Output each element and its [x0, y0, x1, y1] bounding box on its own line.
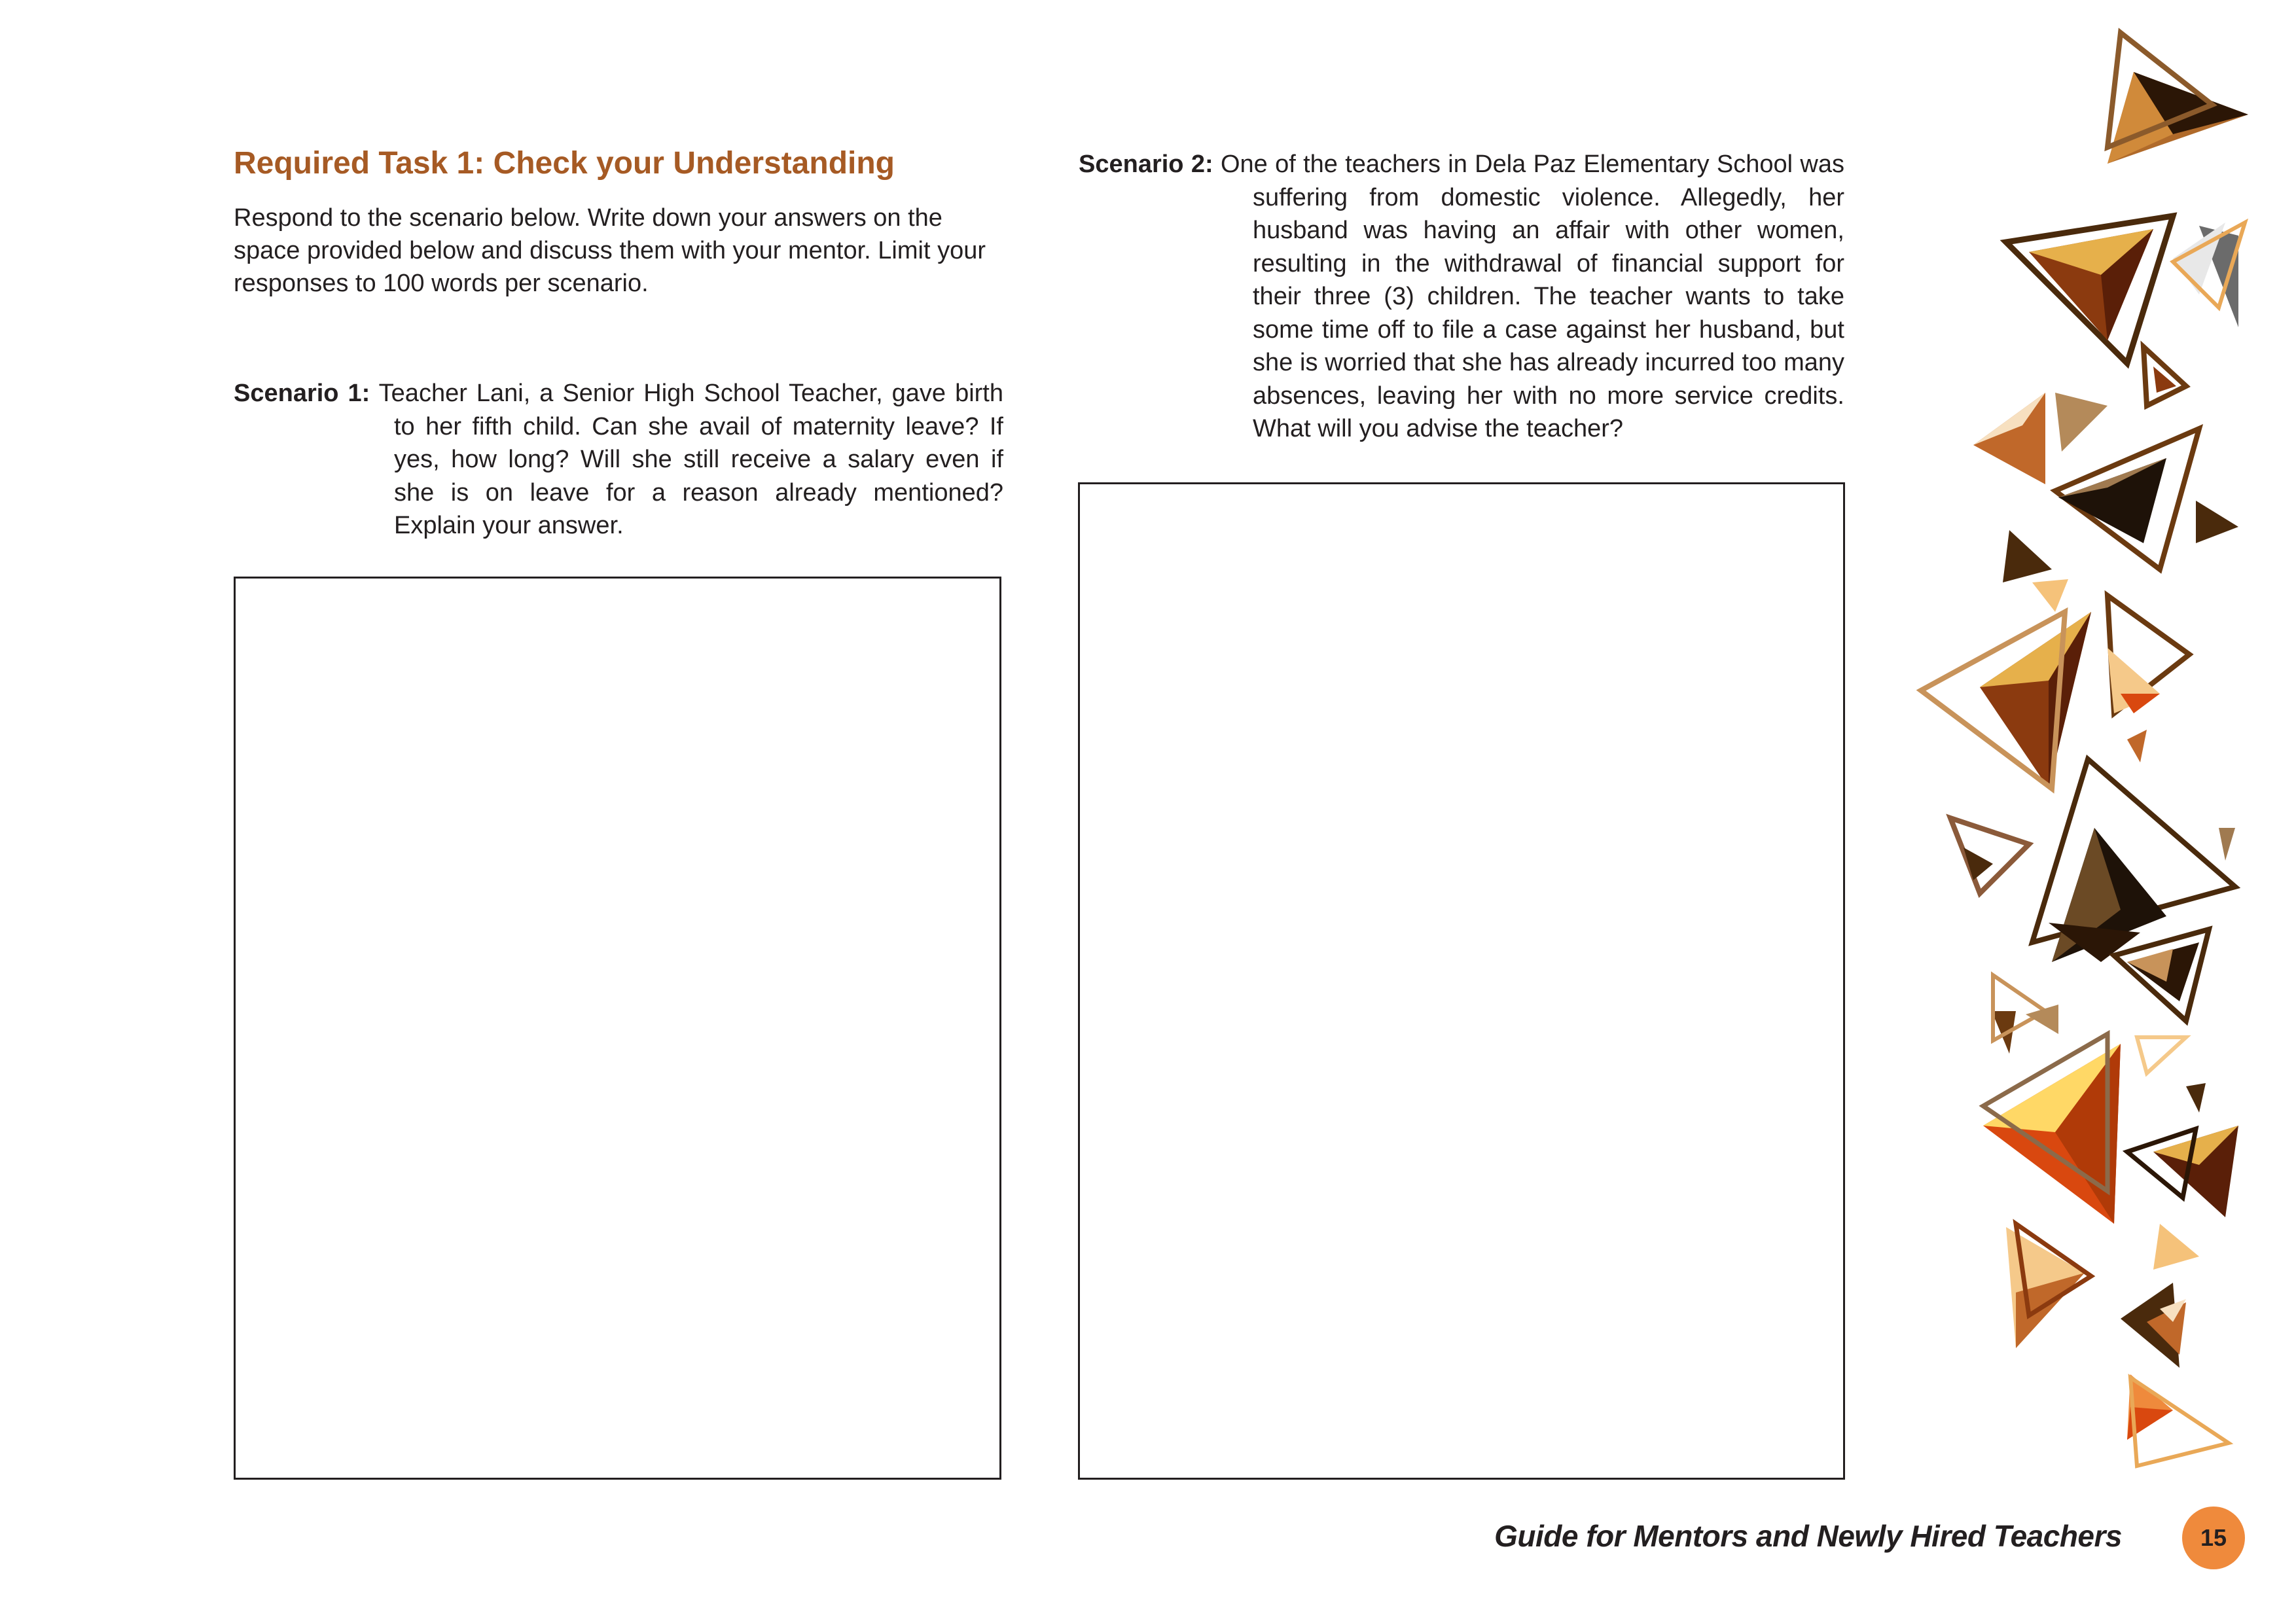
task-heading: Required Task 1: Check your Understanding [234, 146, 895, 181]
scenario-1 [234, 377, 1003, 543]
scenario-2-label: Scenario 2: [1079, 151, 1213, 178]
page-number: 15 [2200, 1524, 2227, 1551]
scenario-2-text: One of the teachers in Dela Paz Elementary School was suffering from domestic violence. Allegedly, her husband was having an affair with other women, resulting in the withdrawal of financial support for their three (3) children. The teacher wants to take some time off to file a case against her husband, but she is worried that she has already incurred too many absences, leaving her with no more service credits. What will you advise the teacher? [1220, 151, 1844, 442]
scenario-2 [1079, 148, 1844, 446]
page-number-badge [2182, 1507, 2245, 1569]
scenario-1-label: Scenario 1: [234, 380, 370, 407]
triangle-decoration [1833, 0, 2296, 1623]
footer-guide-title: Guide for Mentors and Newly Hired Teachers [1494, 1519, 2122, 1553]
scenario-2-answer-box[interactable] [1078, 482, 1845, 1480]
scenario-1-answer-box[interactable] [234, 577, 1001, 1480]
scenario-1-text: Teacher Lani, a Senior High School Teacher, gave birth to her fifth child. Can she avail of maternity leave? If yes, how long? Will she still receive a salary even if she is on leave for a reason already mentioned? Explain your answer. [378, 380, 1003, 539]
task-instructions: Respond to the scenario below. Write down your answers on the space provided below and discuss them with your mentor. Limit your responses to 100 words per scenario. [234, 204, 986, 297]
